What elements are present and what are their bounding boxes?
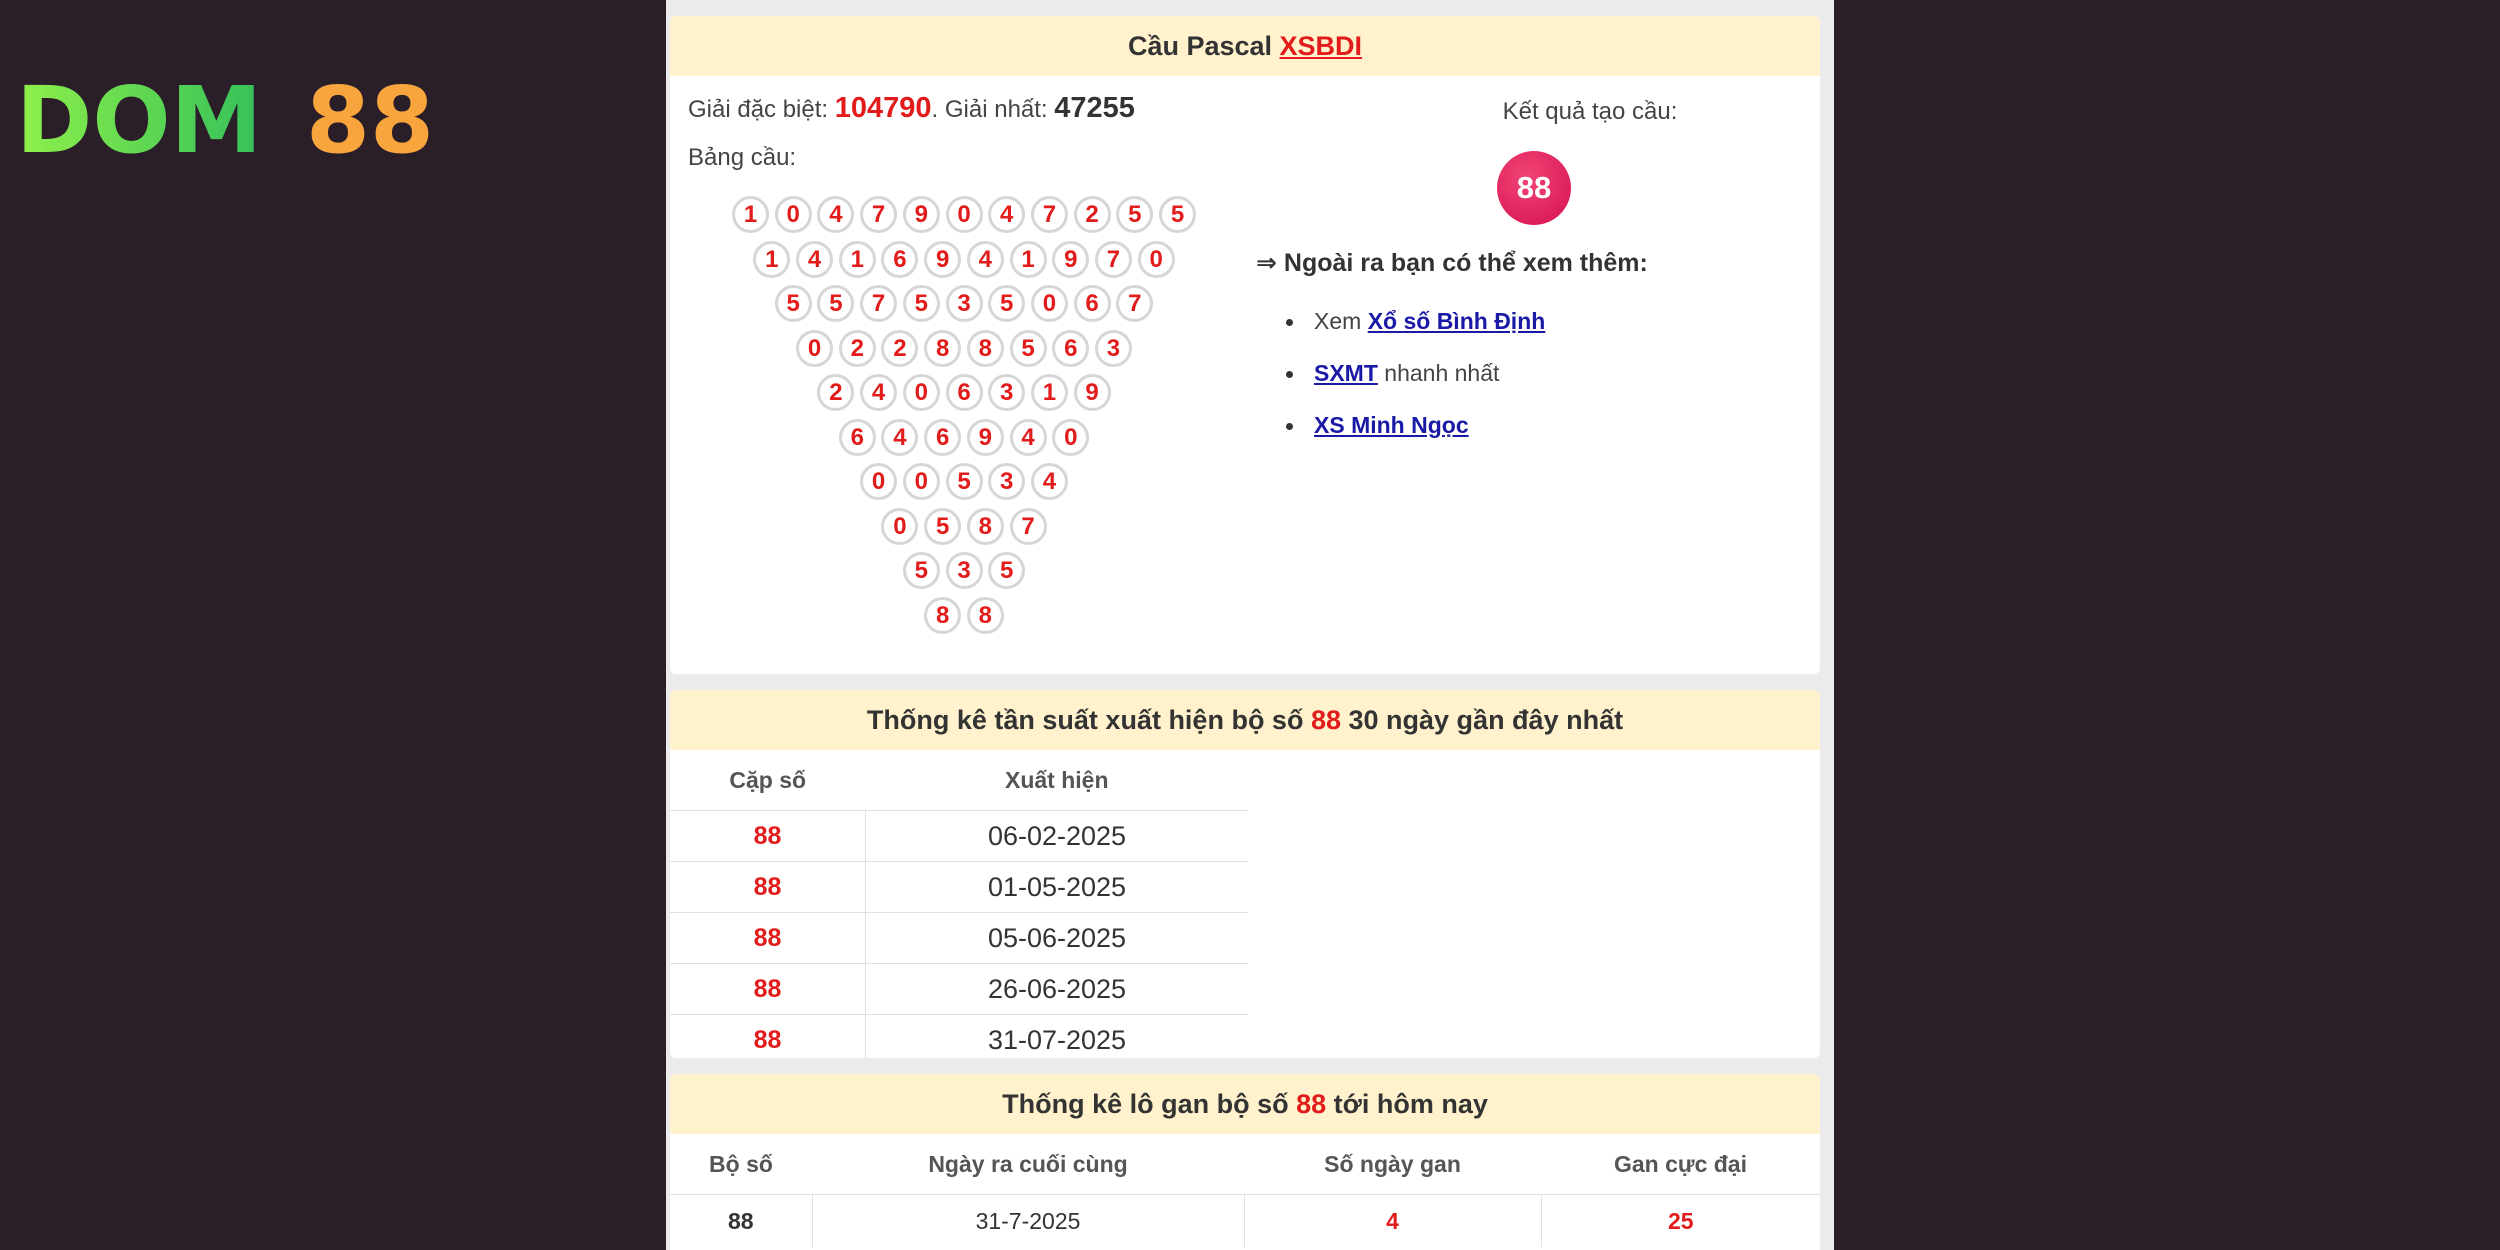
- table-row: [670, 1195, 1820, 1248]
- frequency-title-suffix: 30 ngày gần đây nhất: [1341, 705, 1624, 735]
- list-item: [1286, 412, 1545, 464]
- pascal-ball: 2: [1074, 196, 1111, 233]
- pascal-ball: 5: [1010, 330, 1047, 367]
- pair-cell: 88: [670, 811, 866, 862]
- pascal-ball: 5: [1159, 196, 1196, 233]
- table-row: [670, 811, 1248, 862]
- pascal-ball: 5: [775, 285, 812, 322]
- gan-max-cell: 25: [1541, 1195, 1820, 1248]
- main-content: [666, 0, 1834, 1250]
- gan-days-cell: 4: [1244, 1195, 1541, 1248]
- pascal-title: Cầu Pascal: [1127, 31, 1280, 61]
- pascal-ball: 4: [881, 419, 918, 456]
- link-suffix: nhanh nhất: [1377, 360, 1500, 386]
- more-links-list: [1286, 308, 1545, 464]
- pascal-ball: 8: [967, 508, 1004, 545]
- pascal-ball: 8: [967, 330, 1004, 367]
- pascal-ball: 4: [796, 241, 833, 278]
- link-prefix: Xem: [1314, 308, 1368, 334]
- logo-text-dom: DOM: [16, 72, 263, 172]
- pascal-ball: 0: [881, 508, 918, 545]
- pascal-ball: 5: [988, 552, 1025, 589]
- pascal-ball: 2: [817, 374, 854, 411]
- pascal-ball: 1: [839, 241, 876, 278]
- pascal-ball: 1: [1031, 374, 1068, 411]
- gan-title-suffix: tới hôm nay: [1326, 1089, 1488, 1119]
- col-appear: Xuất hiện: [1004, 766, 1109, 793]
- date-cell: 26-06-2025: [866, 964, 1249, 1015]
- pascal-ball: 7: [1010, 508, 1047, 545]
- pascal-ball: 0: [1031, 285, 1068, 322]
- date-cell: 31-07-2025: [866, 1015, 1249, 1059]
- pascal-ball: 4: [988, 196, 1025, 233]
- pascal-ball: 5: [903, 552, 940, 589]
- pascal-ball: 0: [1138, 241, 1175, 278]
- table-row: [670, 964, 1248, 1015]
- pascal-ball: 6: [1074, 285, 1111, 322]
- logo-text-88: 88: [306, 72, 435, 172]
- pascal-ball: 0: [775, 196, 812, 233]
- pascal-ball: 4: [1031, 463, 1068, 500]
- pair-cell: 88: [670, 1015, 866, 1059]
- pascal-ball: 9: [903, 196, 940, 233]
- pascal-ball: 1: [1010, 241, 1047, 278]
- pascal-ball: 2: [839, 330, 876, 367]
- frequency-title: Thống kê tần suất xuất hiện bộ số: [866, 705, 1311, 735]
- pascal-ball: 4: [1010, 419, 1047, 456]
- date-cell: 06-02-2025: [866, 811, 1249, 862]
- pascal-ball: 3: [946, 552, 983, 589]
- list-item: [1286, 308, 1545, 360]
- col-days-gan: Số ngày gan: [1324, 1150, 1461, 1177]
- col-bo-so: Bộ số: [709, 1150, 773, 1177]
- gan-card: [670, 1074, 1820, 1250]
- gan-table: [670, 1134, 1820, 1247]
- pascal-ball: 2: [881, 330, 918, 367]
- pascal-ball: 0: [1052, 419, 1089, 456]
- pascal-ball: 3: [988, 374, 1025, 411]
- result-label: Kết quả tạo cầu:: [1502, 98, 1678, 125]
- pascal-header: [670, 16, 1820, 76]
- pascal-ball: 5: [988, 285, 1025, 322]
- pascal-ball: 8: [967, 597, 1004, 634]
- pascal-ball: 9: [967, 419, 1004, 456]
- pascal-ball: 7: [1031, 196, 1068, 233]
- pascal-ball: 0: [946, 196, 983, 233]
- first-value: 47255: [1054, 92, 1135, 124]
- special-label: Giải đặc biệt:: [688, 96, 835, 123]
- pascal-ball: 9: [1074, 374, 1111, 411]
- frequency-table: [670, 750, 1248, 1058]
- pascal-ball: 0: [903, 463, 940, 500]
- table-row: [670, 913, 1248, 964]
- pascal-ball: 7: [1116, 285, 1153, 322]
- pascal-ball: 6: [881, 241, 918, 278]
- pascal-ball: 7: [1095, 241, 1132, 278]
- frequency-card: [670, 690, 1820, 1058]
- pascal-ball: 3: [1095, 330, 1132, 367]
- pascal-ball: 5: [817, 285, 854, 322]
- pascal-ball: 0: [860, 463, 897, 500]
- pascal-ball: 6: [1052, 330, 1089, 367]
- table-row: [670, 1015, 1248, 1059]
- pascal-ball: 7: [860, 196, 897, 233]
- more-title: ⇒ Ngoài ra bạn có thể xem thêm:: [1256, 249, 1648, 277]
- list-item: [1286, 360, 1545, 412]
- date-cell: 05-06-2025: [866, 913, 1249, 964]
- col-last-date: Ngày ra cuối cùng: [928, 1150, 1128, 1177]
- xo-so-binh-dinh-link[interactable]: Xổ số Bình Định: [1367, 308, 1546, 334]
- col-max-gan: Gan cực đại: [1614, 1150, 1747, 1177]
- pascal-ball: 6: [924, 419, 961, 456]
- result-ball: 88: [1497, 151, 1571, 225]
- pascal-ball: 5: [924, 508, 961, 545]
- sxmt-link[interactable]: SXMT: [1314, 360, 1378, 386]
- col-pair: Cặp số: [729, 766, 807, 793]
- first-label: . Giải nhất:: [931, 96, 1055, 123]
- pascal-ball: 4: [817, 196, 854, 233]
- pascal-card: [670, 16, 1820, 674]
- pascal-ball: 4: [967, 241, 1004, 278]
- dom88-logo[interactable]: [16, 72, 456, 182]
- frequency-header: [670, 690, 1820, 750]
- pascal-ball: 5: [946, 463, 983, 500]
- bang-cau-label: Bảng cầu:: [688, 144, 797, 171]
- special-value: 104790: [834, 92, 932, 124]
- pascal-ball: 1: [732, 196, 769, 233]
- pascal-ball: 5: [1116, 196, 1153, 233]
- gan-number-cell: 88: [670, 1195, 812, 1248]
- prize-line: [688, 92, 1135, 125]
- pascal-ball: 9: [1052, 241, 1089, 278]
- gan-title: Thống kê lô gan bộ số: [1002, 1089, 1297, 1119]
- pair-cell: 88: [670, 913, 866, 964]
- pascal-ball: 8: [924, 597, 961, 634]
- pascal-ball: 0: [903, 374, 940, 411]
- pascal-ball: 3: [988, 463, 1025, 500]
- pair-cell: 88: [670, 862, 866, 913]
- pascal-ball: 5: [903, 285, 940, 322]
- frequency-title-number: 88: [1310, 705, 1341, 735]
- pascal-ball: 3: [946, 285, 983, 322]
- pascal-ball: 1: [753, 241, 790, 278]
- pair-cell: 88: [670, 964, 866, 1015]
- pascal-ball: 9: [924, 241, 961, 278]
- xsbdi-link[interactable]: XSBDI: [1279, 31, 1363, 61]
- pascal-ball: 7: [860, 285, 897, 322]
- pascal-ball: 6: [839, 419, 876, 456]
- date-cell: 01-05-2025: [866, 862, 1249, 913]
- gan-date-cell: 31-7-2025: [812, 1195, 1244, 1248]
- gan-header: [670, 1074, 1820, 1134]
- xs-minh-ngoc-link[interactable]: XS Minh Ngọc: [1314, 412, 1469, 438]
- pascal-ball: 0: [796, 330, 833, 367]
- table-row: [670, 862, 1248, 913]
- pascal-ball: 6: [946, 374, 983, 411]
- pascal-ball: 4: [860, 374, 897, 411]
- pascal-ball: 8: [924, 330, 961, 367]
- gan-title-number: 88: [1296, 1089, 1327, 1119]
